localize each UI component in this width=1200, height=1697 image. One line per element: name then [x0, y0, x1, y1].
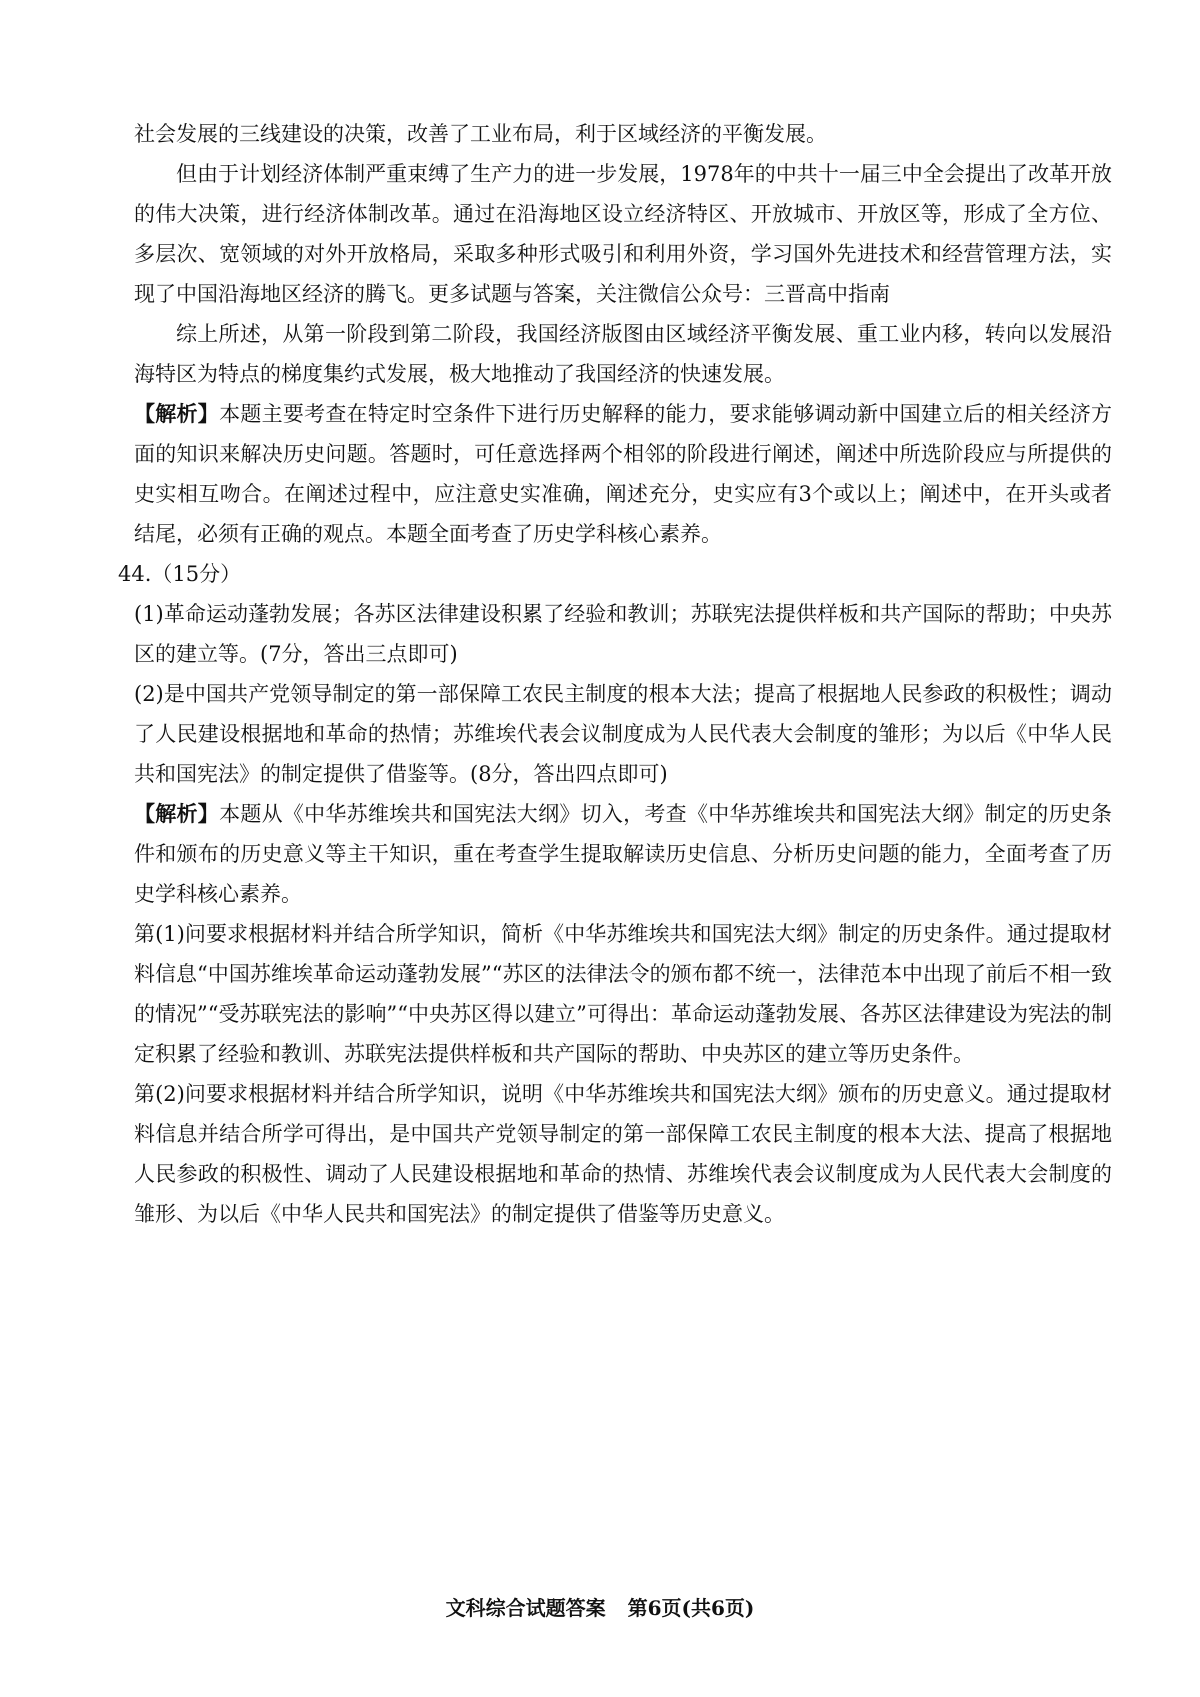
footer-page-number: 第6页(共6页): [627, 1596, 755, 1620]
answer-1: (1)革命运动蓬勃发展；各苏区法律建设积累了经验和教训；苏联宪法提供样板和共产国际的帮助；中央苏区的建立等。(7分，答出三点即可): [134, 602, 1112, 666]
detail-1: 第(1)问要求根据材料并结合所学知识，简析《中华苏维埃共和国宪法大纲》制定的历史条件。通过提取材料信息“中国苏维埃革命运动蓬勃发展”“苏区的法律法令的颁布都不统一，法律范本中出现了前后不相一致的情况”“受苏联宪法的影响”“中央苏区得以建立”可得出：革命运动蓬勃发展、各苏区法律建设为宪法的制定积累了经验和教训、苏联宪法提供样板和共产国际的帮助、中央苏区的建立等历史条件。: [134, 922, 1112, 1066]
analysis-tag: 【解析】: [134, 801, 220, 826]
footer-title: 文科综合试题答案: [445, 1596, 606, 1620]
analysis-2: [134, 794, 1112, 914]
analysis-tag: 【解析】: [134, 401, 220, 426]
page-footer: [0, 1592, 1200, 1621]
analysis-text: 本题主要考查在特定时空条件下进行历史解释的能力，要求能够调动新中国建立后的相关经济方面的知识来解决历史问题。答题时，可任意选择两个相邻的阶段进行阐述，阐述中所选阶段应与所提供的史实相互吻合。在阐述过程中，应注意史实准确，阐述充分，史实应有3个或以上；阐述中，在开头或者结尾，必须有正确的观点。本题全面考查了历史学科核心素养。: [134, 402, 1113, 546]
question-number: 44.（15分）: [118, 562, 242, 586]
paragraph-reform: 但由于计划经济体制严重束缚了生产力的进一步发展，1978年的中共十一届三中全会提出了改革开放的伟大决策，进行经济体制改革。通过在沿海地区设立经济特区、开放城市、开放区等，形成了全方位、多层次、宽领域的对外开放格局，采取多种形式吸引和利用外资，学习国外先进技术和经营管理方法，实现了中国沿海地区经济的腾飞。更多试题与答案，关注微信公众号：三晋高中指南: [134, 162, 1112, 306]
paragraph-continuation: 社会发展的三线建设的决策，改善了工业布局，利于区域经济的平衡发展。: [134, 122, 827, 146]
paragraph-summary: 综上所述，从第一阶段到第二阶段，我国经济版图由区域经济平衡发展、重工业内移，转向以发展沿海特区为特点的梯度集约式发展，极大地推动了我国经济的快速发展。: [134, 322, 1112, 386]
answer-2: (2)是中国共产党领导制定的第一部保障工农民主制度的根本大法；提高了根据地人民参政的积极性；调动了人民建设根据地和革命的热情；苏维埃代表会议制度成为人民代表大会制度的雏形；为以后《中华人民共和国宪法》的制定提供了借鉴等。(8分，答出四点即可): [134, 682, 1112, 786]
detail-2: 第(2)问要求根据材料并结合所学知识，说明《中华苏维埃共和国宪法大纲》颁布的历史意义。通过提取材料信息并结合所学可得出，是中国共产党领导制定的第一部保障工农民主制度的根本大法、提高了根据地人民参政的积极性、调动了人民建设根据地和革命的热情、苏维埃代表会议制度成为人民代表大会制度的雏形、为以后《中华人民共和国宪法》的制定提供了借鉴等历史意义。: [134, 1082, 1112, 1226]
answer-content: [118, 114, 1113, 1234]
analysis-1: [134, 394, 1112, 554]
analysis-text: 本题从《中华苏维埃共和国宪法大纲》切入，考查《中华苏维埃共和国宪法大纲》制定的历史条件和颁布的历史意义等主干知识，重在考查学生提取解读历史信息、分析历史问题的能力，全面考查了历史学科核心素养。: [134, 802, 1113, 906]
